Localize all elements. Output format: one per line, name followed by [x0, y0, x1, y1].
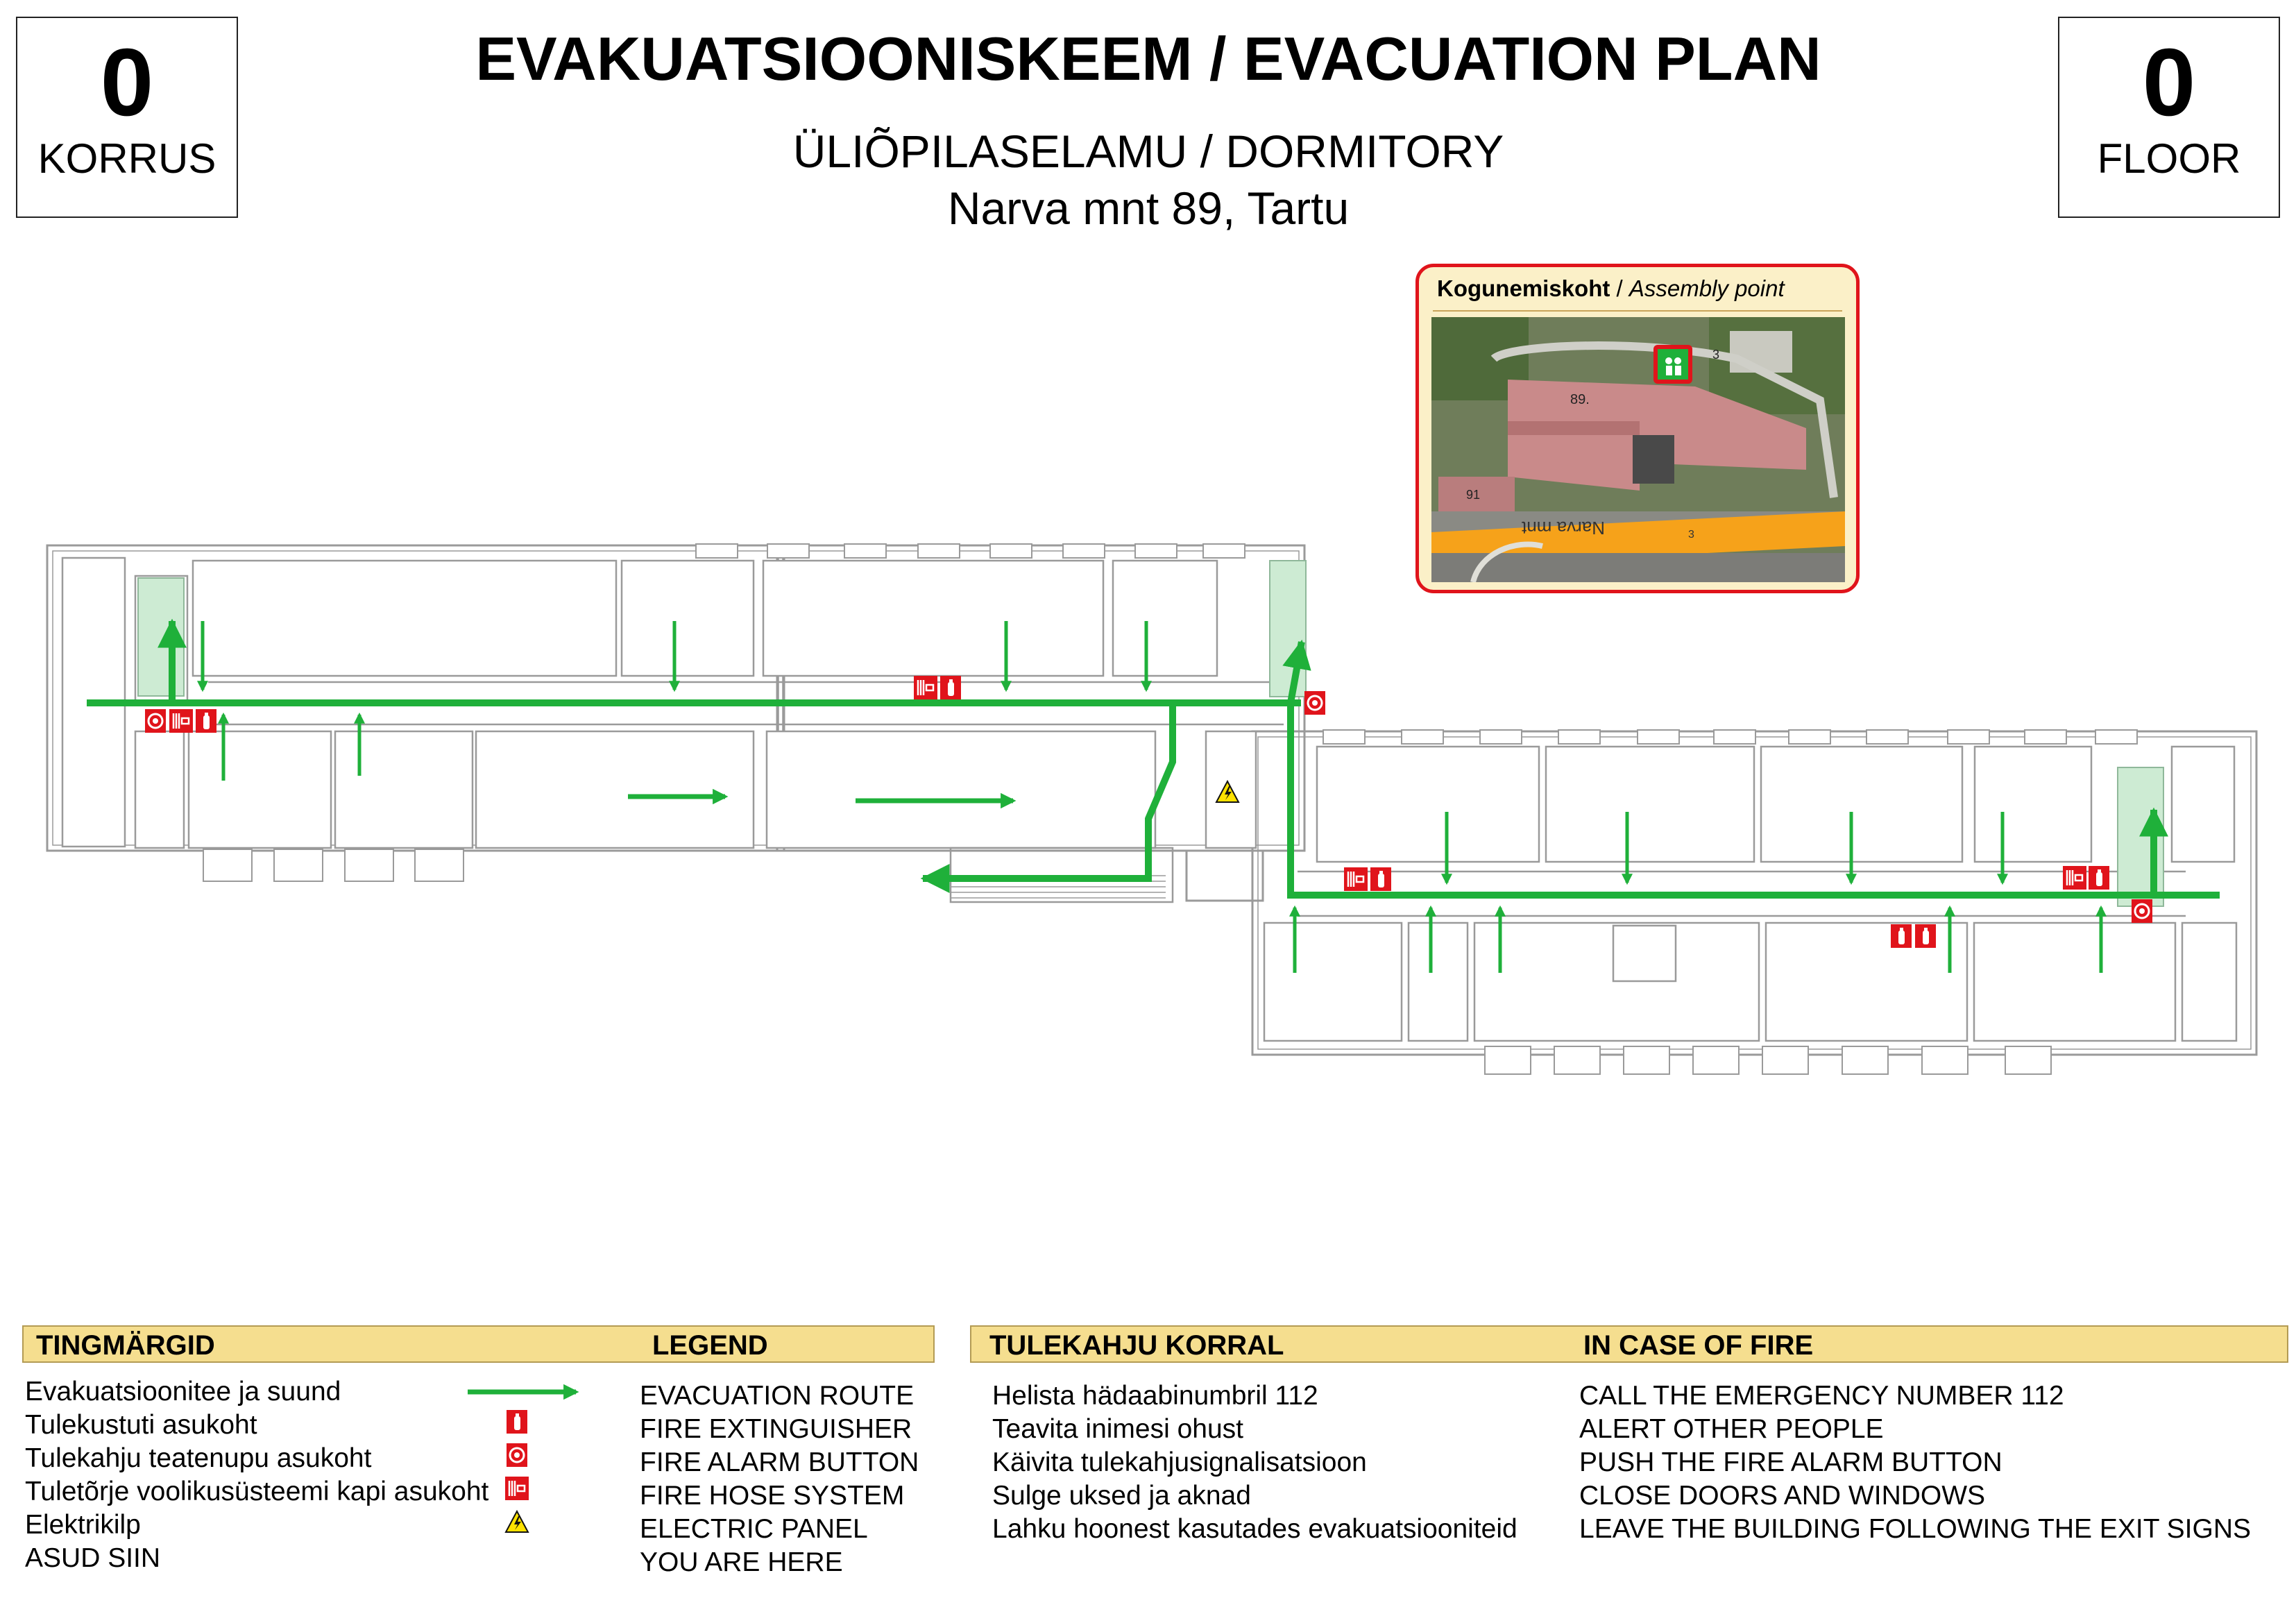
- legend-heading-en: LEGEND: [652, 1330, 768, 1361]
- fire-alarm-icon: [507, 1443, 527, 1467]
- legend-item: YOU ARE HERE: [640, 1547, 843, 1577]
- legend-item: Tulekahju teatenupu asukoht: [25, 1443, 372, 1473]
- fire-step: LEAVE THE BUILDING FOLLOWING THE EXIT SIGNS: [1579, 1514, 2252, 1544]
- fire-step: ALERT OTHER PEOPLE: [1579, 1414, 1884, 1444]
- fire-instructions-header: [970, 1325, 2288, 1363]
- aerial-map: [1431, 317, 1845, 582]
- page-title: EVAKUATSIOONISKEEM / EVACUATION PLAN: [475, 24, 1821, 93]
- legend-item: Tulekustuti asukoht: [25, 1410, 257, 1440]
- floor-word-et: KORRUS: [37, 135, 216, 182]
- floor-number: 0: [2142, 29, 2196, 136]
- fire-step: Sulge uksed ja aknad: [992, 1481, 1251, 1511]
- divider: [1433, 310, 1842, 312]
- assembly-point-title-et: Kogunemiskoht: [1437, 275, 1610, 301]
- fire-step: CALL THE EMERGENCY NUMBER 112: [1579, 1381, 2064, 1411]
- fire-heading-et: TULEKAHJU KORRAL: [989, 1330, 1284, 1361]
- legend-item: FIRE EXTINGUISHER: [640, 1414, 912, 1444]
- floor-number: 0: [100, 29, 154, 136]
- floor-word-en: FLOOR: [2097, 135, 2241, 182]
- page-subtitle: ÜLIÕPILASELAMU / DORMITORY: [792, 126, 1504, 177]
- fire-alarm-icon: [1304, 691, 1325, 715]
- fire-alarm-icon: [2132, 899, 2152, 923]
- legend-item: ASUD SIIN: [25, 1543, 161, 1573]
- legend-item: Elektrikilp: [25, 1510, 141, 1540]
- fire-step: Lahku hoonest kasutades evakuatsiooniteid: [992, 1514, 1517, 1544]
- fire-hose-icon: [1344, 867, 1368, 891]
- map-label-road-number: 3: [1688, 529, 1694, 541]
- fire-extinguisher-icon: [1370, 867, 1391, 891]
- fire-hose-icon: [914, 676, 937, 699]
- map-label-89: 89.: [1570, 392, 1590, 407]
- legend-list-et: [25, 1375, 488, 1575]
- page-address: Narva mnt 89, Tartu: [947, 182, 1350, 234]
- fire-hose-icon: [169, 709, 193, 733]
- legend-item: EVACUATION ROUTE: [640, 1381, 915, 1411]
- fire-extinguisher-icon: [196, 709, 216, 733]
- legend-header: [22, 1325, 935, 1363]
- legend-item: ELECTRIC PANEL: [640, 1514, 868, 1544]
- legend-item: FIRE ALARM BUTTON: [640, 1447, 919, 1477]
- assembly-point-title-en: Assembly point: [1629, 275, 1785, 301]
- legend-heading-et: TINGMÄRGID: [36, 1330, 215, 1361]
- fire-extinguisher-icon: [1915, 924, 1936, 948]
- fire-extinguisher-icon: [940, 676, 961, 699]
- fire-step: CLOSE DOORS AND WINDOWS: [1579, 1481, 1986, 1511]
- fire-extinguisher-icon: [507, 1410, 527, 1434]
- fire-hose-icon: [505, 1477, 529, 1500]
- fire-heading-en: IN CASE OF FIRE: [1583, 1330, 1814, 1361]
- fire-steps-en: [1579, 1379, 2251, 1546]
- fire-hose-icon: [2063, 866, 2086, 890]
- map-label-road: Narva mnt: [1522, 518, 1605, 538]
- fire-step: Teavita inimesi ohust: [992, 1414, 1244, 1444]
- fire-alarm-icon: [145, 709, 166, 733]
- legend-icons: [458, 1377, 597, 1585]
- legend-item: FIRE HOSE SYSTEM: [640, 1481, 905, 1511]
- fire-extinguisher-icon: [2089, 866, 2109, 890]
- fire-steps-et: [992, 1379, 1517, 1546]
- fire-step: Käivita tulekahjusignalisatsioon: [992, 1447, 1367, 1477]
- map-label-3: 3: [1712, 348, 1720, 362]
- map-label-91: 91: [1466, 488, 1481, 502]
- fire-extinguisher-icon: [1891, 924, 1912, 948]
- legend-item: Tuletõrje voolikusüsteemi kapi asukoht: [25, 1477, 489, 1506]
- assembly-point-title: Kogunemiskoht / Assembly point: [1437, 275, 1785, 301]
- fire-step: PUSH THE FIRE ALARM BUTTON: [1579, 1447, 2002, 1477]
- legend-item: Evakuatsioonitee ja suund: [25, 1377, 341, 1407]
- fire-step: Helista hädaabinumbril 112: [992, 1381, 1318, 1411]
- electric-panel-icon: [506, 1511, 528, 1532]
- legend-list-en: [640, 1379, 919, 1579]
- assembly-point-panel: [1415, 264, 1860, 593]
